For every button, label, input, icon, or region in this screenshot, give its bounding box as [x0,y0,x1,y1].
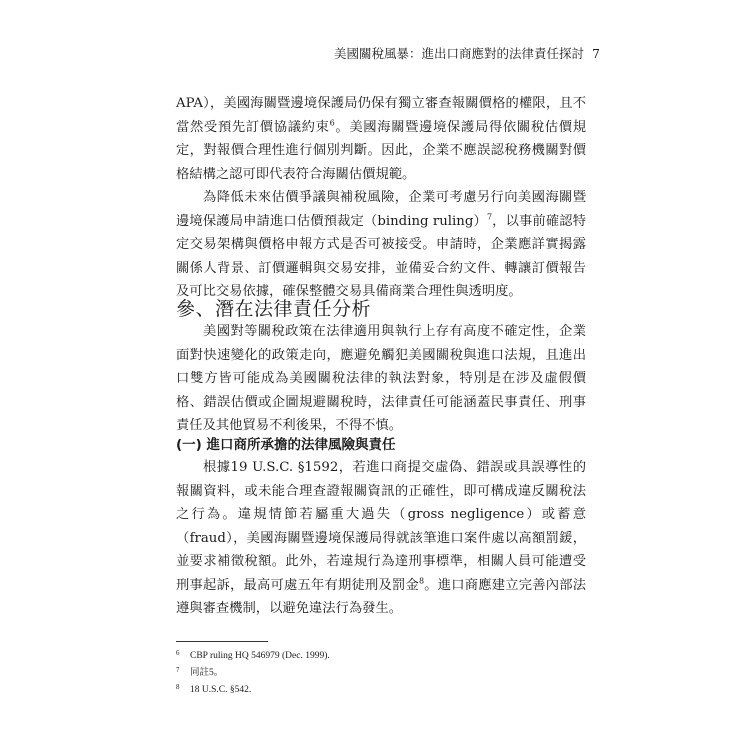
footnote-ref-8: 8 [418,576,425,586]
paragraph-2-text: 為降低未來估價爭議與補稅風險，企業可考慮另行向美國海關暨邊境保護局申請進口估價預裁定（binding ruling） [176,190,586,229]
footnote-7 [176,663,476,680]
body-block-3 [176,456,586,621]
paragraph-3: 美國對等關稅政策在法律適用與執行上存有高度不確定性，企業面對快速變化的政策走向，應避免觸犯美國關稅與進口法規，且進出口雙方皆可能成為美國關稅法律的執法對象，特別是在涉及虛假價格、錯誤估價或企圖規避關稅時，法律責任可能涵蓋民事責任、刑事責任及其他貿易不利後果，不得不慎。 [176,324,586,433]
footnote-ref-6: 6 [329,118,335,128]
paragraph-1-text: APA），美國海關暨邊境保護局仍保有獨立審查報關價格的權限，且不當然受預先訂價協議約束 [176,96,586,135]
running-header [330,44,600,62]
body-block-1 [176,92,586,304]
paragraph-4-text: 根據19 U.S.C. §1592，若進口商提交虛偽、錯誤或具誤導性的報關資料，或未能合理查證報關資訊的正確性，即可構成違反關稅法之行為。違規情節若屬重大過失（gross negligence）或蓄意（fraud），美國海關暨邊境保護局得就該筆進口案件處以高額罰鍰，並要求補徵稅額。此外，若違規行為達刑事標準，相關人員可能遭受刑事起訴，最高可處五年有期徒刑及罰金 [176,460,586,593]
paragraph-2 [176,186,586,304]
section-heading: 參、潛在法律責任分析 [176,298,372,320]
footnote-mark: 8 [176,683,180,691]
footnote-ref-7: 7 [486,212,493,222]
page-number: 7 [592,46,600,61]
footnote-divider [176,641,268,642]
paragraph-1-text-cont: 。美國海關暨邊境保護局得依關稅估價規定，對報價合理性進行個別判斷。因此，企業不應誤認稅務機關對價格結構之認可即代表符合海關估價規範。 [176,119,587,182]
paragraph-4 [176,456,586,621]
running-header-title: 美國關稅風暴：進出口商應對的法律責任探討 [334,46,585,61]
footnote-mark: 7 [176,666,180,674]
footnote-mark: 6 [176,649,180,657]
footnote-6 [176,646,476,663]
footnotes [176,646,476,697]
body-block-2 [176,320,586,438]
footnote-text: 18 U.S.C. §542. [190,685,252,695]
footnote-text: CBP ruling HQ 546979 (Dec. 1999). [190,651,330,661]
footnote-8 [176,680,476,697]
paragraph-4-text-cont: 。進口商應建立完善內部法遵與審查機制，以避免違法行為發生。 [176,577,587,616]
footnote-text: 同註5。 [190,668,224,678]
paragraph-1 [176,92,586,186]
paragraph-2-text-cont: ，以事前確認特定交易架構與價格申報方式是否可被接受。申請時，企業應詳實揭露關係人背景、訂價邏輯與交易安排，並備妥合約文件、轉讓訂價報告及可比交易依據，確保整體交易具備商業合理性與透明度。 [176,213,586,299]
subsection-heading: (一) 進口商所承擔的法律風險與責任 [176,437,396,453]
